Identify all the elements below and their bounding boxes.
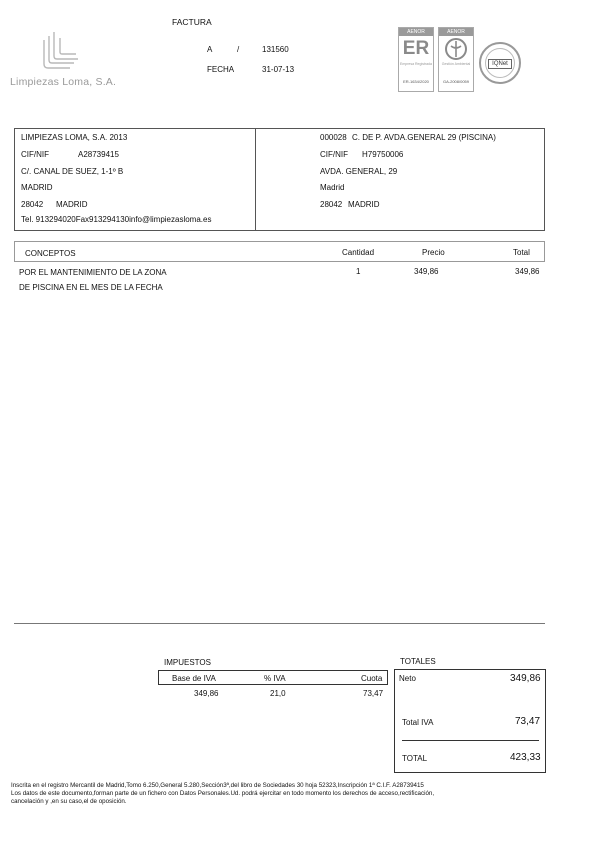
totals-title: TOTALES (400, 657, 436, 666)
row-quantity: 1 (356, 267, 361, 276)
iqnet-certification (479, 42, 521, 84)
aenor-ga-certification (438, 27, 474, 92)
issuer-cif-label: CIF/NIF (21, 150, 49, 159)
aenor-ga-caption: Gestión Ambiental (441, 62, 471, 66)
client-city: Madrid (320, 183, 345, 192)
issuer-name: LIMPIEZAS LOMA, S.A. 2013 (21, 133, 128, 142)
section-divider (14, 623, 545, 624)
issuer-postal-code: 28042 (21, 200, 44, 209)
document-title: FACTURA (172, 17, 212, 27)
footer-privacy: Los datos de este documento,forman parte de un fichero con Datos Personales.Ud. podrá ejercitar en todo momento los derechos de acceso,rectificación, (11, 790, 435, 797)
row-total: 349,86 (515, 267, 540, 276)
series-label: A (207, 45, 213, 54)
lines-header-quantity: Cantidad (342, 248, 375, 257)
issuer-address: C/. CANAL DE SUEZ, 1-1º B (21, 167, 124, 176)
invoice-number: 131560 (262, 45, 289, 54)
row-price: 349,86 (414, 267, 439, 276)
company-logo-icon (38, 30, 82, 72)
issuer-contact: Tel. 913294020Fax913294130info@limpiezasloma.es (21, 215, 212, 224)
taxes-base: 349,86 (194, 689, 219, 698)
aenor-er-code: ER-1634/2020 (403, 79, 429, 84)
client-cif-label: CIF/NIF (320, 150, 348, 159)
totals-total-label: TOTAL (402, 754, 428, 763)
taxes-title: IMPUESTOS (164, 658, 211, 667)
aenor-ga-top: AENOR (439, 28, 473, 36)
totals-divider (402, 740, 539, 741)
iqnet-label: IQNet (488, 59, 512, 69)
client-name: C. DE P. AVDA.GENERAL 29 (PISCINA) (352, 133, 496, 142)
lines-header-box (14, 241, 545, 262)
taxes-header-amount: Cuota (361, 674, 383, 683)
date-value: 31-07-13 (262, 65, 295, 74)
taxes-header-rate: % IVA (264, 674, 286, 683)
taxes-header-base: Base de IVA (172, 674, 216, 683)
issuer-postal-city: MADRID (56, 200, 88, 209)
issuer-cif-value: A28739415 (78, 150, 119, 159)
lines-header-concept: CONCEPTOS (25, 249, 76, 258)
totals-vat-value: 73,47 (515, 716, 541, 727)
footer-privacy-cont: cancelación y ,en su caso,el de oposición. (11, 798, 127, 805)
taxes-amount: 73,47 (363, 689, 384, 698)
series-separator: / (237, 45, 240, 54)
aenor-er-certification (398, 27, 434, 92)
issuer-city: MADRID (21, 183, 53, 192)
row-concept-line2: DE PISCINA EN EL MES DE LA FECHA (19, 283, 163, 292)
taxes-rate: 21,0 (270, 689, 286, 698)
leaf-icon (439, 36, 473, 62)
lines-header-price: Precio (422, 248, 445, 257)
aenor-er-caption: Empresa Registrada (400, 62, 432, 66)
aenor-ga-code: GA-2008/0059 (442, 79, 470, 84)
date-label: FECHA (207, 65, 235, 74)
aenor-er-mark: ER (402, 38, 430, 59)
totals-total-value: 423,33 (510, 752, 541, 763)
totals-net-value: 349,86 (510, 673, 541, 684)
footer-registry: Inscrita en el registro Mercantil de Madrid,Tomo 6.250,General 5.280,Sección3ª,del libro de Sociedades 30 hoja 52323,Inscripción 1ª C.I.F. A28739415 (11, 782, 424, 789)
company-logo-text: Limpiezas Loma, S.A. (10, 76, 117, 88)
client-code: 000028 (320, 133, 347, 142)
totals-vat-label: Total IVA (402, 718, 434, 727)
row-concept-line1: POR EL MANTENIMIENTO DE LA ZONA (19, 268, 167, 277)
client-postal-city: MADRID (348, 200, 380, 209)
totals-net-label: Neto (399, 674, 416, 683)
client-cif-value: H79750006 (362, 150, 404, 159)
client-address: AVDA. GENERAL, 29 (320, 167, 398, 176)
client-postal-code: 28042 (320, 200, 343, 209)
aenor-er-top: AENOR (399, 28, 433, 36)
lines-header-total: Total (513, 248, 530, 257)
parties-divider (255, 128, 256, 231)
